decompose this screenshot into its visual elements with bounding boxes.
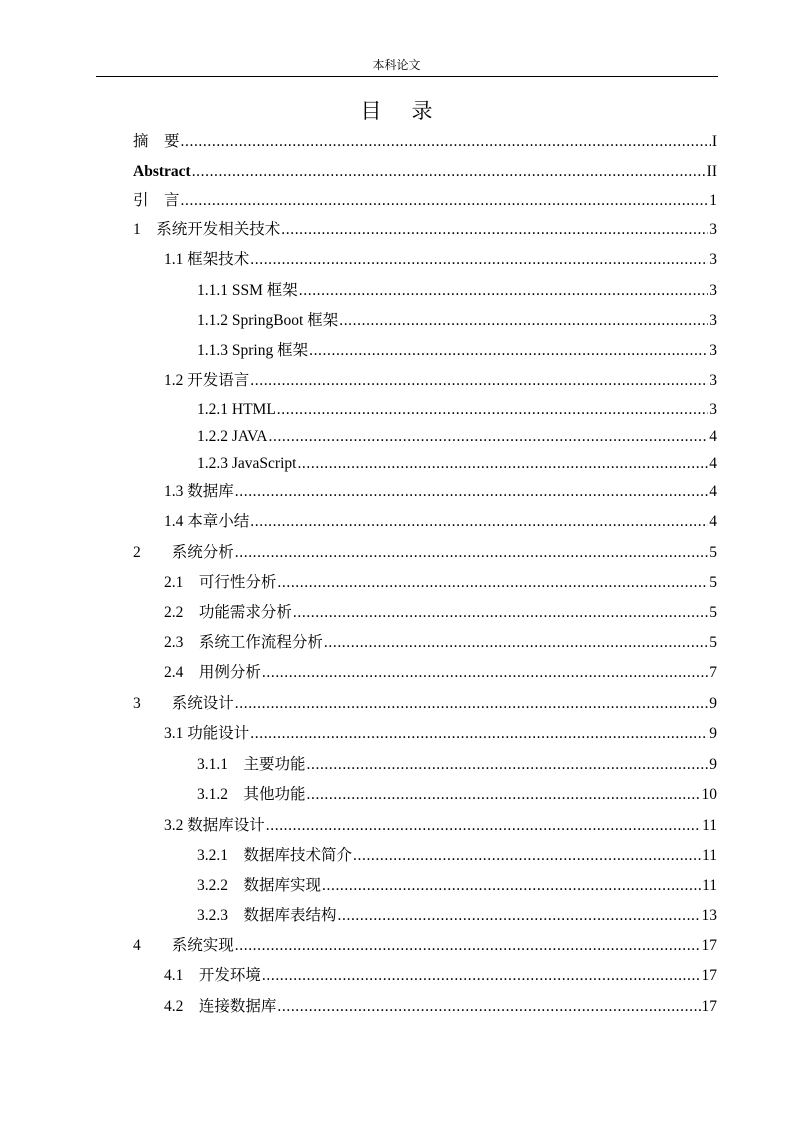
toc-entry[interactable] (133, 543, 717, 563)
toc-entry[interactable] (197, 906, 717, 926)
toc-entry[interactable] (164, 663, 717, 683)
toc-entry[interactable] (197, 427, 717, 447)
toc-entry-label: 1 系统开发相关技术 (133, 221, 281, 238)
toc-entry-label: 2.3 系统工作流程分析 (164, 634, 323, 651)
toc-entry[interactable] (197, 400, 717, 420)
toc-dot-leader (338, 906, 701, 926)
toc-entry-label: 1.1.3 Spring 框架 (197, 342, 309, 359)
toc-entry-page-number: 3 (709, 401, 717, 418)
toc-dot-leader (339, 311, 708, 331)
toc-title: 目录 (360, 99, 463, 123)
toc-entry-label: 3.2.1 数据库技术简介 (197, 847, 353, 864)
toc-entry-page-number: 11 (702, 877, 717, 894)
toc-entry[interactable] (197, 341, 717, 361)
toc-entry-page-number: 3 (709, 372, 717, 389)
toc-dot-leader (250, 371, 708, 391)
toc-entry-label: 4.2 连接数据库 (164, 998, 277, 1015)
toc-dot-leader (353, 846, 701, 866)
toc-entry-page-number: 3 (709, 282, 717, 299)
toc-entry-label: 2.2 功能需求分析 (164, 604, 292, 621)
toc-entry-page-number: 13 (701, 907, 717, 924)
toc-entry-label: 1.1.1 SSM 框架 (197, 282, 298, 299)
toc-entry-page-number: 17 (701, 967, 717, 984)
toc-entry[interactable] (133, 162, 717, 182)
toc-dot-leader (293, 603, 708, 623)
toc-entry-label: 3.1.2 其他功能 (197, 786, 306, 803)
toc-dot-leader (192, 162, 706, 182)
toc-dot-leader (324, 633, 708, 653)
toc-entry-label: 1.2.1 HTML (197, 401, 276, 418)
toc-entry-page-number: 9 (709, 725, 717, 742)
toc-dot-leader (250, 250, 708, 270)
toc-entry[interactable] (164, 966, 717, 986)
toc-entry[interactable] (133, 220, 717, 240)
toc-entry-label: 1.4 本章小结 (164, 513, 250, 530)
toc-entry[interactable] (133, 132, 717, 152)
toc-entry-page-number: 4 (709, 513, 717, 530)
toc-entry-label: 3 系统设计 (133, 695, 234, 712)
toc-entry-label: 3.1.1 主要功能 (197, 756, 306, 773)
toc-entry[interactable] (164, 816, 717, 836)
toc-entry-page-number: 5 (709, 544, 717, 561)
toc-entry[interactable] (164, 997, 717, 1017)
toc-entry-page-number: 4 (709, 483, 717, 500)
toc-dot-leader (235, 694, 708, 714)
toc-dot-leader (235, 543, 708, 563)
toc-entry-page-number: I (711, 133, 717, 150)
toc-dot-leader (181, 191, 709, 211)
toc-dot-leader (277, 400, 708, 420)
toc-dot-leader (307, 755, 709, 775)
toc-entry[interactable] (197, 846, 717, 866)
toc-dot-leader (269, 427, 709, 447)
toc-entry-label: 1.2.3 JavaScript (197, 455, 297, 472)
toc-entry[interactable] (164, 512, 717, 532)
toc-entry-page-number: 10 (701, 786, 717, 803)
toc-entry-page-number: 3 (709, 251, 717, 268)
toc-entry-page-number: 4 (709, 428, 717, 445)
toc-entry-page-number: 1 (709, 192, 717, 209)
toc-entry-label: 摘 要 (133, 133, 180, 150)
toc-entry[interactable] (197, 454, 717, 474)
toc-entry[interactable] (197, 311, 717, 331)
toc-entry[interactable] (197, 281, 717, 301)
toc-entry-label: 2.4 用例分析 (164, 664, 261, 681)
toc-entry-page-number: 5 (709, 574, 717, 591)
toc-entry[interactable] (164, 724, 717, 744)
page-header: 本科论文 (372, 58, 421, 72)
toc-entry[interactable] (164, 603, 717, 623)
toc-dot-leader (262, 663, 708, 683)
toc-entry-page-number: 4 (709, 455, 717, 472)
toc-entry[interactable] (133, 936, 717, 956)
toc-entry-page-number: 5 (709, 604, 717, 621)
toc-entry-label: 2 系统分析 (133, 544, 234, 561)
toc-entry-label: 1.2.2 JAVA (197, 428, 268, 445)
toc-dot-leader (309, 341, 708, 361)
toc-dot-leader (262, 966, 701, 986)
toc-dot-leader (307, 785, 701, 805)
toc-entry-label: 4 系统实现 (133, 937, 234, 954)
toc-entry-page-number: II (706, 163, 717, 180)
toc-dot-leader (235, 482, 708, 502)
toc-entry[interactable] (133, 694, 717, 714)
toc-entry-label: 1.1.2 SpringBoot 框架 (197, 312, 339, 329)
toc-entry-label: 引 言 (133, 192, 180, 209)
toc-entry-label: 3.2.3 数据库表结构 (197, 907, 337, 924)
toc-dot-leader (277, 997, 700, 1017)
toc-entry[interactable] (197, 755, 717, 775)
toc-entry-page-number: 5 (709, 634, 717, 651)
toc-entry[interactable] (133, 191, 717, 211)
toc-entry[interactable] (164, 371, 717, 391)
toc-entry-label: 4.1 开发环境 (164, 967, 261, 984)
toc-entry-label: Abstract (133, 163, 191, 180)
toc-entry-page-number: 7 (709, 664, 717, 681)
toc-entry-page-number: 11 (702, 847, 717, 864)
toc-dot-leader (250, 512, 708, 532)
toc-entry[interactable] (164, 633, 717, 653)
toc-entry-page-number: 17 (701, 937, 717, 954)
toc-dot-leader (322, 876, 701, 896)
toc-dot-leader (299, 281, 708, 301)
toc-dot-leader (250, 724, 708, 744)
toc-entry-label: 1.3 数据库 (164, 483, 234, 500)
toc-dot-leader (235, 936, 701, 956)
toc-entry-label: 2.1 可行性分析 (164, 574, 277, 591)
toc-entry[interactable] (164, 482, 717, 502)
toc-entry-label: 1.2 开发语言 (164, 372, 250, 389)
toc-entry-label: 1.1 框架技术 (164, 251, 250, 268)
toc-dot-leader (281, 220, 708, 240)
toc-entry-label: 3.2 数据库设计 (164, 817, 265, 834)
toc-dot-leader (181, 132, 711, 152)
toc-dot-leader (277, 573, 708, 593)
toc-entry[interactable] (164, 250, 717, 270)
toc-entry[interactable] (164, 573, 717, 593)
toc-dot-leader (297, 454, 708, 474)
header-divider (96, 76, 718, 77)
toc-entry-page-number: 3 (709, 312, 717, 329)
toc-entry-page-number: 9 (709, 695, 717, 712)
toc-entry[interactable] (197, 785, 717, 805)
toc-entry[interactable] (197, 876, 717, 896)
toc-entry-page-number: 3 (709, 342, 717, 359)
toc-entry-page-number: 11 (702, 817, 717, 834)
toc-dot-leader (266, 816, 701, 836)
toc-entry-label: 3.2.2 数据库实现 (197, 877, 322, 894)
toc-entry-page-number: 9 (709, 756, 717, 773)
toc-entry-page-number: 3 (709, 221, 717, 238)
toc-entry-page-number: 17 (701, 998, 717, 1015)
toc-entry-label: 3.1 功能设计 (164, 725, 250, 742)
